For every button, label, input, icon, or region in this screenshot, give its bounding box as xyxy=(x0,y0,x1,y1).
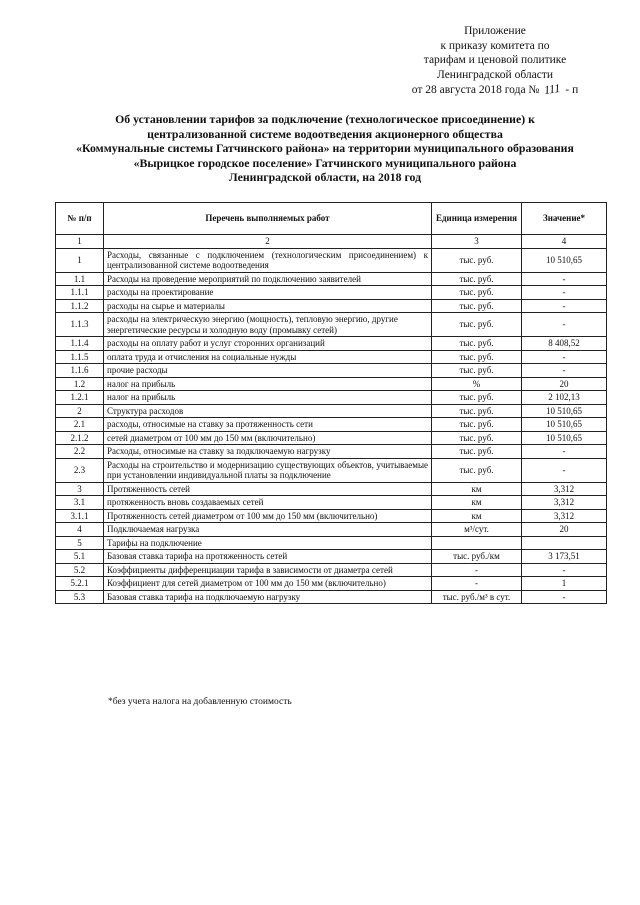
table-row xyxy=(56,299,607,313)
row-value: 8 408,52 xyxy=(522,337,607,351)
appendix-date-line xyxy=(395,82,595,98)
row-value: 3 173,51 xyxy=(522,550,607,564)
row-work: Структура расходов xyxy=(104,404,432,418)
row-value: 3,312 xyxy=(522,482,607,496)
row-num: 3.1 xyxy=(56,496,104,510)
row-num: 1.1 xyxy=(56,272,104,286)
header-work: Перечень выполняемых работ xyxy=(104,203,432,235)
table-row xyxy=(56,445,607,459)
table-row xyxy=(56,272,607,286)
row-unit: тыс. руб./м³ в сут. xyxy=(432,590,522,604)
row-unit: - xyxy=(432,563,522,577)
table-row xyxy=(56,458,607,482)
row-value: - xyxy=(522,299,607,313)
row-work: расходы на оплату работ и услуг сторонних организаций xyxy=(104,337,432,351)
row-unit: тыс. руб. xyxy=(432,458,522,482)
row-num: 1.2.1 xyxy=(56,391,104,405)
row-num: 1.1.3 xyxy=(56,313,104,337)
column-number-row xyxy=(56,235,607,249)
row-work: Базовая ставка тарифа на протяженность сетей xyxy=(104,550,432,564)
row-value: - xyxy=(522,458,607,482)
row-value: 10 510,65 xyxy=(522,418,607,432)
table-row xyxy=(56,313,607,337)
row-value: 10 510,65 xyxy=(522,248,607,272)
title-line: Ленинградской области, на 2018 год xyxy=(228,170,422,185)
appendix-date: от 28 августа 2018 года № xyxy=(411,84,540,96)
row-work: расходы на проектирование xyxy=(104,286,432,300)
row-unit: км xyxy=(432,509,522,523)
row-num: 2.1.2 xyxy=(56,431,104,445)
row-unit: км xyxy=(432,496,522,510)
row-work: налог на прибыль xyxy=(104,377,432,391)
row-num: 3 xyxy=(56,482,104,496)
row-unit: км xyxy=(432,482,522,496)
row-value: - xyxy=(522,590,607,604)
table-row xyxy=(56,523,607,537)
row-value: 10 510,65 xyxy=(522,404,607,418)
row-work: протяженность вновь создаваемых сетей xyxy=(104,496,432,510)
row-num: 4 xyxy=(56,523,104,537)
row-unit: м³/сут. xyxy=(432,523,522,537)
table-row xyxy=(56,337,607,351)
row-num: 2 xyxy=(56,404,104,418)
row-work: Расходы, относимые на ставку за подключаемую нагрузку xyxy=(104,445,432,459)
row-unit: тыс. руб. xyxy=(432,364,522,378)
table-row xyxy=(56,248,607,272)
row-num: 1.1.5 xyxy=(56,350,104,364)
row-work: Расходы, связанные с подключением (технологическим присоединением) к централизованной системе водоотведения xyxy=(104,248,432,272)
row-value: - xyxy=(522,272,607,286)
row-unit: тыс. руб. xyxy=(432,404,522,418)
row-work: расходы на электрическую энергию (мощность), тепловую энергию, другие энергетические ресурсы и холодную воду (промывку сетей) xyxy=(104,313,432,337)
table-row xyxy=(56,482,607,496)
row-work: прочие расходы xyxy=(104,364,432,378)
row-work: Расходы на строительство и модернизацию существующих объектов, учитываемые при установлении индивидуальной платы за подключение xyxy=(104,458,432,482)
row-num: 5.1 xyxy=(56,550,104,564)
table-row xyxy=(56,286,607,300)
row-num: 5.3 xyxy=(56,590,104,604)
table-row xyxy=(56,391,607,405)
row-unit: тыс. руб. xyxy=(432,445,522,459)
row-unit: тыс. руб. xyxy=(432,350,522,364)
row-unit: тыс. руб. xyxy=(432,313,522,337)
table-row xyxy=(56,377,607,391)
row-work: Расходы на проведение мероприятий по подключению заявителей xyxy=(104,272,432,286)
title-line: «Вырицкое городское поселение» Гатчинского муниципального района xyxy=(133,155,517,170)
table-row xyxy=(56,536,607,550)
table-row xyxy=(56,563,607,577)
header-num: № п/п xyxy=(56,203,104,235)
title-line: «Коммунальные системы Гатчинского района» на территории муниципального образования xyxy=(76,141,574,156)
row-num: 5 xyxy=(56,536,104,550)
row-work: оплата труда и отчисления на социальные нужды xyxy=(104,350,432,364)
row-unit: - xyxy=(432,577,522,591)
table-row xyxy=(56,509,607,523)
row-value: - xyxy=(522,563,607,577)
row-work: Протяженность сетей xyxy=(104,482,432,496)
appendix-line: Ленинградской области xyxy=(436,68,554,81)
row-value: 2 102,13 xyxy=(522,391,607,405)
table-row xyxy=(56,590,607,604)
row-unit: % xyxy=(432,377,522,391)
column-number: 2 xyxy=(104,235,432,249)
row-work: Подключаемая нагрузка xyxy=(104,523,432,537)
row-unit: тыс. руб. xyxy=(432,391,522,405)
table-row xyxy=(56,404,607,418)
header-unit: Единица измерения xyxy=(432,203,522,235)
title-line: централизованной системе водоотведения акционерного общества xyxy=(147,126,503,141)
row-unit: тыс. руб. xyxy=(432,248,522,272)
column-number: 3 xyxy=(432,235,522,249)
row-value: 10 510,65 xyxy=(522,431,607,445)
row-unit: тыс. руб. xyxy=(432,431,522,445)
row-unit xyxy=(432,536,522,550)
row-num: 1.1.2 xyxy=(56,299,104,313)
row-num: 5.2.1 xyxy=(56,577,104,591)
row-value: 3,312 xyxy=(522,509,607,523)
row-value: - xyxy=(522,313,607,337)
row-unit: тыс. руб. xyxy=(432,418,522,432)
appendix-line: тарифам и ценовой политике xyxy=(423,54,567,66)
row-unit: тыс. руб./км xyxy=(432,550,522,564)
row-num: 1.2 xyxy=(56,377,104,391)
table-row xyxy=(56,364,607,378)
appendix-number-suffix: - п xyxy=(565,84,579,96)
appendix-header xyxy=(395,24,595,98)
row-unit: тыс. руб. xyxy=(432,337,522,351)
row-num: 2.3 xyxy=(56,458,104,482)
table-header-row xyxy=(56,203,607,235)
table-row xyxy=(56,418,607,432)
row-value: - xyxy=(522,364,607,378)
row-work: Протяженность сетей диаметром от 100 мм до 150 мм (включительно) xyxy=(104,509,432,523)
table-row xyxy=(56,496,607,510)
row-num: 1.1.4 xyxy=(56,337,104,351)
row-num: 1.1.6 xyxy=(56,364,104,378)
footnote: *без учета налога на добавленную стоимость xyxy=(108,697,292,707)
row-value: - xyxy=(522,350,607,364)
row-unit: тыс. руб. xyxy=(432,272,522,286)
row-num: 1 xyxy=(56,248,104,272)
table-row xyxy=(56,431,607,445)
row-value: 1 xyxy=(522,577,607,591)
row-work: Коэффициенты дифференциации тарифа в зависимости от диаметра сетей xyxy=(104,563,432,577)
row-work: Тарифы на подключение xyxy=(104,536,432,550)
row-value: - xyxy=(522,286,607,300)
row-value xyxy=(522,536,607,550)
row-unit: тыс. руб. xyxy=(432,286,522,300)
column-number: 1 xyxy=(56,235,104,249)
tariff-table xyxy=(55,202,607,604)
row-value: 3,312 xyxy=(522,496,607,510)
row-work: Коэффициент для сетей диаметром от 100 мм до 150 мм (включительно) xyxy=(104,577,432,591)
table-row xyxy=(56,577,607,591)
row-value: - xyxy=(522,445,607,459)
handwritten-number: 111 xyxy=(543,80,562,98)
row-work: налог на прибыль xyxy=(104,391,432,405)
row-value: 20 xyxy=(522,523,607,537)
document-title xyxy=(40,112,610,185)
table-row xyxy=(56,350,607,364)
column-number: 4 xyxy=(522,235,607,249)
row-work: расходы, относимые на ставку за протяженность сети xyxy=(104,418,432,432)
table-row xyxy=(56,550,607,564)
row-num: 3.1.1 xyxy=(56,509,104,523)
row-work: расходы на сырье и материалы xyxy=(104,299,432,313)
appendix-line: Приложение xyxy=(464,25,526,37)
row-work: сетей диаметром от 100 мм до 150 мм (включительно) xyxy=(104,431,432,445)
row-value: 20 xyxy=(522,377,607,391)
row-num: 2.1 xyxy=(56,418,104,432)
row-work: Базовая ставка тарифа на подключаемую нагрузку xyxy=(104,590,432,604)
appendix-line: к приказу комитета по xyxy=(440,39,550,52)
row-num: 5.2 xyxy=(56,563,104,577)
title-line: Об установлении тарифов за подключение (технологическое присоединение) к xyxy=(115,112,535,126)
row-unit: тыс. руб. xyxy=(432,299,522,313)
row-num: 2.2 xyxy=(56,445,104,459)
row-num: 1.1.1 xyxy=(56,286,104,300)
header-value: Значение* xyxy=(522,203,607,235)
